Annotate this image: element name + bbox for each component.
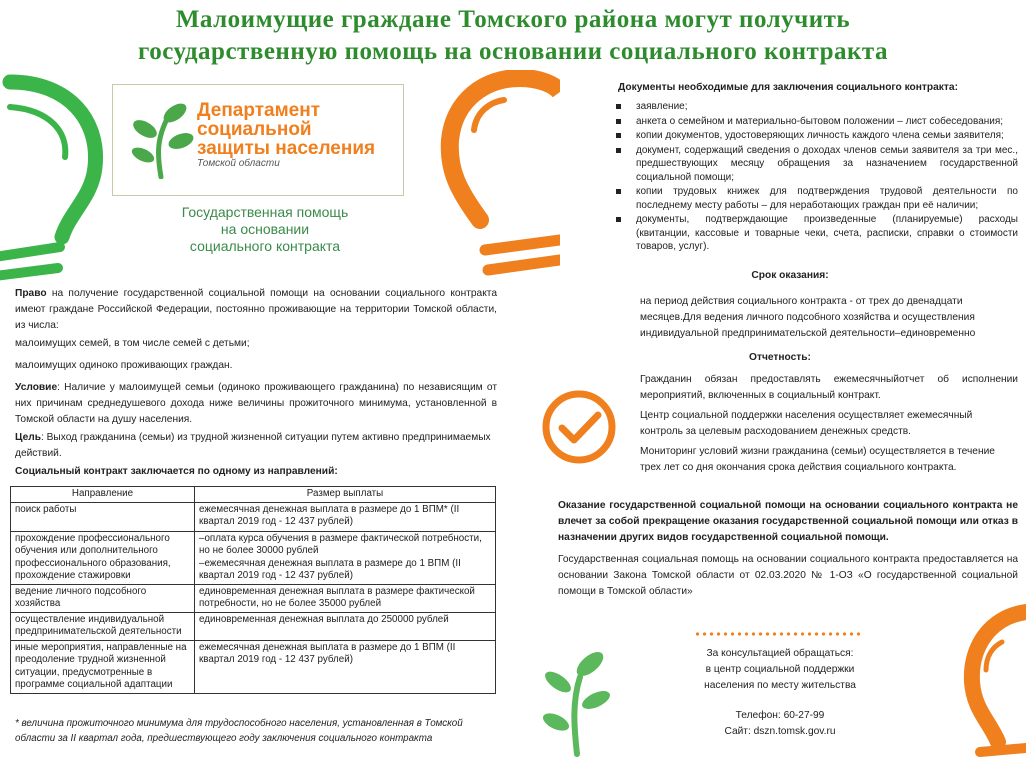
list-item: заявление; [610, 100, 1018, 114]
logo-subtitle: Томской области [197, 158, 280, 169]
contact-line-1: За консультацией обращаться: [706, 648, 854, 659]
sprout-icon [127, 99, 197, 179]
table-row [11, 502, 496, 531]
green-lightbulb-icon [0, 72, 112, 282]
caption-line-2: на основании [220, 221, 310, 237]
contact-block [680, 646, 880, 740]
list-item: документ, содержащий сведения о доходах членов семьи заявителя за три мес., предшествующих месяцу обращения за назначением государственной социальной помощи; [610, 144, 1018, 185]
table-cell: единовременная денежная выплата в размере фактической потребности, но не более 35000 рублей [195, 584, 496, 612]
table-header: Размер выплаты [195, 487, 496, 503]
important-note: Оказание государственной социальной помощи на основании социального контракта не влечет за собой прекращение оказания государственной социальной помощи или отказ в назначении других видов государственной социальной помощи. [558, 500, 1018, 543]
table-row [11, 584, 496, 612]
title-line-2: государственную помощь на основании социального контракта [137, 38, 889, 65]
table-cell: иные мероприятия, направленные на преодоление трудной жизненной ситуации, предусмотренные в программе социальной адаптации [11, 640, 195, 693]
table-cell: ведение личного подсобного хозяйства [11, 584, 195, 612]
report-paragraph-3: Мониторинг условий жизни гражданина (семьи) осуществляется в течение трех лет со дня окончания срока действия социального контракта. [640, 446, 995, 473]
right-text: на получение государственной социальной помощи на основании социального контракта имеют граждане Российской Федерации, постоянно проживающие на территории Томской области, из числа: [15, 288, 497, 331]
footnote: * величина прожиточного минимума для трудоспособного населения, установленная в Томской области за II квартал года, предшествующего году заключения социального контракта [15, 718, 463, 744]
eligibility-paragraph [15, 286, 497, 334]
condition-paragraph [15, 380, 497, 428]
term-line-2: месяцев.Для ведения личного подсобного хозяйства и осуществления индивидуальной предпринимательской деятельности–единовременно [640, 312, 976, 339]
caption-line-3: социального контракта [189, 238, 341, 254]
orange-bulb-corner-icon [950, 602, 1026, 765]
department-logo [112, 84, 404, 196]
list-item: копии документов, удостоверяющих личность каждого члена семьи заявителя; [610, 129, 1018, 143]
table-cell: осуществление индивидуальной предпринимательской деятельности [11, 612, 195, 640]
green-sprout-icon [542, 642, 612, 757]
table-cell: прохождение профессионального обучения или дополнительного профессионального образования, прохождение стажировки [11, 531, 195, 584]
eligible-item-single: малоимущих одиноко проживающих граждан. [15, 360, 233, 371]
table-header: Направление [11, 487, 195, 503]
documents-list [610, 100, 1018, 255]
table-cell: –оплата курса обучения в размере фактической потребности, но не более 30000 рублей –ежемесячная денежная выплата в размере до 1 ВПМ (II квартал 2019 год - 12 437 рублей) [195, 531, 496, 584]
condition-label: Условие [15, 382, 58, 393]
page-title [0, 4, 1026, 68]
orange-lightbulb-icon [440, 70, 560, 290]
contract-heading: Социальный контракт заключается по одному из направлений: [15, 466, 338, 477]
contact-phone: Телефон: 60-27-99 [735, 710, 825, 721]
term-line-1: на период действия социального контракта - от трех до двенадцати [640, 296, 963, 307]
law-note: Государственная социальная помощь на основании социального контракта предоставляется на основании Закона Томской области от 02.03.2020 № 1-ОЗ «О государственной социальной помощи в Томской области» [558, 554, 1018, 597]
goal-label: Цель [15, 432, 41, 443]
table-row [11, 531, 496, 584]
right-label: Право [15, 288, 47, 299]
payments-table [10, 486, 496, 694]
list-item: анкета о семейном и материально-бытовом положении – лист собеседования; [610, 115, 1018, 129]
contact-line-2: в центр социальной поддержки [705, 664, 855, 675]
logo-line-3: защиты населения [197, 138, 376, 159]
report-paragraph-1: Гражданин обязан предоставлять ежемесячныйотчет об исполнении мероприятий, включенных в социальный контракт. [640, 374, 1018, 401]
eligible-item-families: малоимущих семей, в том числе семей с детьми; [15, 338, 250, 349]
caption-line-1: Государственная помощь [181, 204, 349, 220]
list-item: документы, подтверждающие произведенные (планируемые) расходы (квитанции, кассовые и товарные чеки, счета, расписки, справки о стоимости товаров, услуг). [610, 213, 1018, 254]
table-cell: поиск работы [11, 502, 195, 531]
logo-line-1: Департамент [197, 100, 321, 121]
report-paragraph-2: Центр социальной поддержки населения осуществляет ежемесячный контроль за целевым расходованием денежных средств. [640, 410, 973, 437]
table-row [11, 640, 496, 693]
goal-paragraph [15, 430, 497, 462]
term-heading: Срок оказания: [751, 270, 829, 281]
table-cell: единовременная денежная выплата до 250000 рублей [195, 612, 496, 640]
goal-text: : Выход гражданина (семьи) из трудной жизненной ситуации путем активно предпринимаемых действий. [15, 432, 491, 459]
table-row [11, 612, 496, 640]
title-line-1: Малоимущие граждане Томского района могут получить [175, 6, 851, 33]
table-cell: ежемесячная денежная выплата в размере до 1 ВПМ (II квартал 2019 год - 12 437 рублей) [195, 640, 496, 693]
condition-text: : Наличие у малоимущей семьи (одиноко проживающего гражданина) по независящим от них причинам среднедушевого дохода ниже величины прожиточного минимума, установленной в Томской области на душу населения. [15, 382, 497, 425]
dotted-divider [694, 632, 864, 636]
logo-line-2: социальной [197, 119, 312, 140]
table-cell: ежемесячная денежная выплата в размере до 1 ВПМ* (II квартал 2019 год - 12 437 рублей) [195, 502, 496, 531]
contact-spacer [680, 694, 880, 708]
table-header-row [11, 487, 496, 503]
list-item: копии трудовых книжек для подтверждения трудовой деятельности по последнему месту работы – для неработающих граждан при её наличии; [610, 185, 1018, 212]
contact-line-3: населения по месту жительства [704, 680, 856, 691]
check-circle-icon [540, 388, 618, 466]
reporting-heading: Отчетность: [749, 352, 811, 363]
documents-heading: Документы необходимые для заключения социального контракта: [618, 82, 958, 93]
program-caption [150, 204, 380, 255]
contact-site: Сайт: dszn.tomsk.gov.ru [724, 726, 836, 737]
